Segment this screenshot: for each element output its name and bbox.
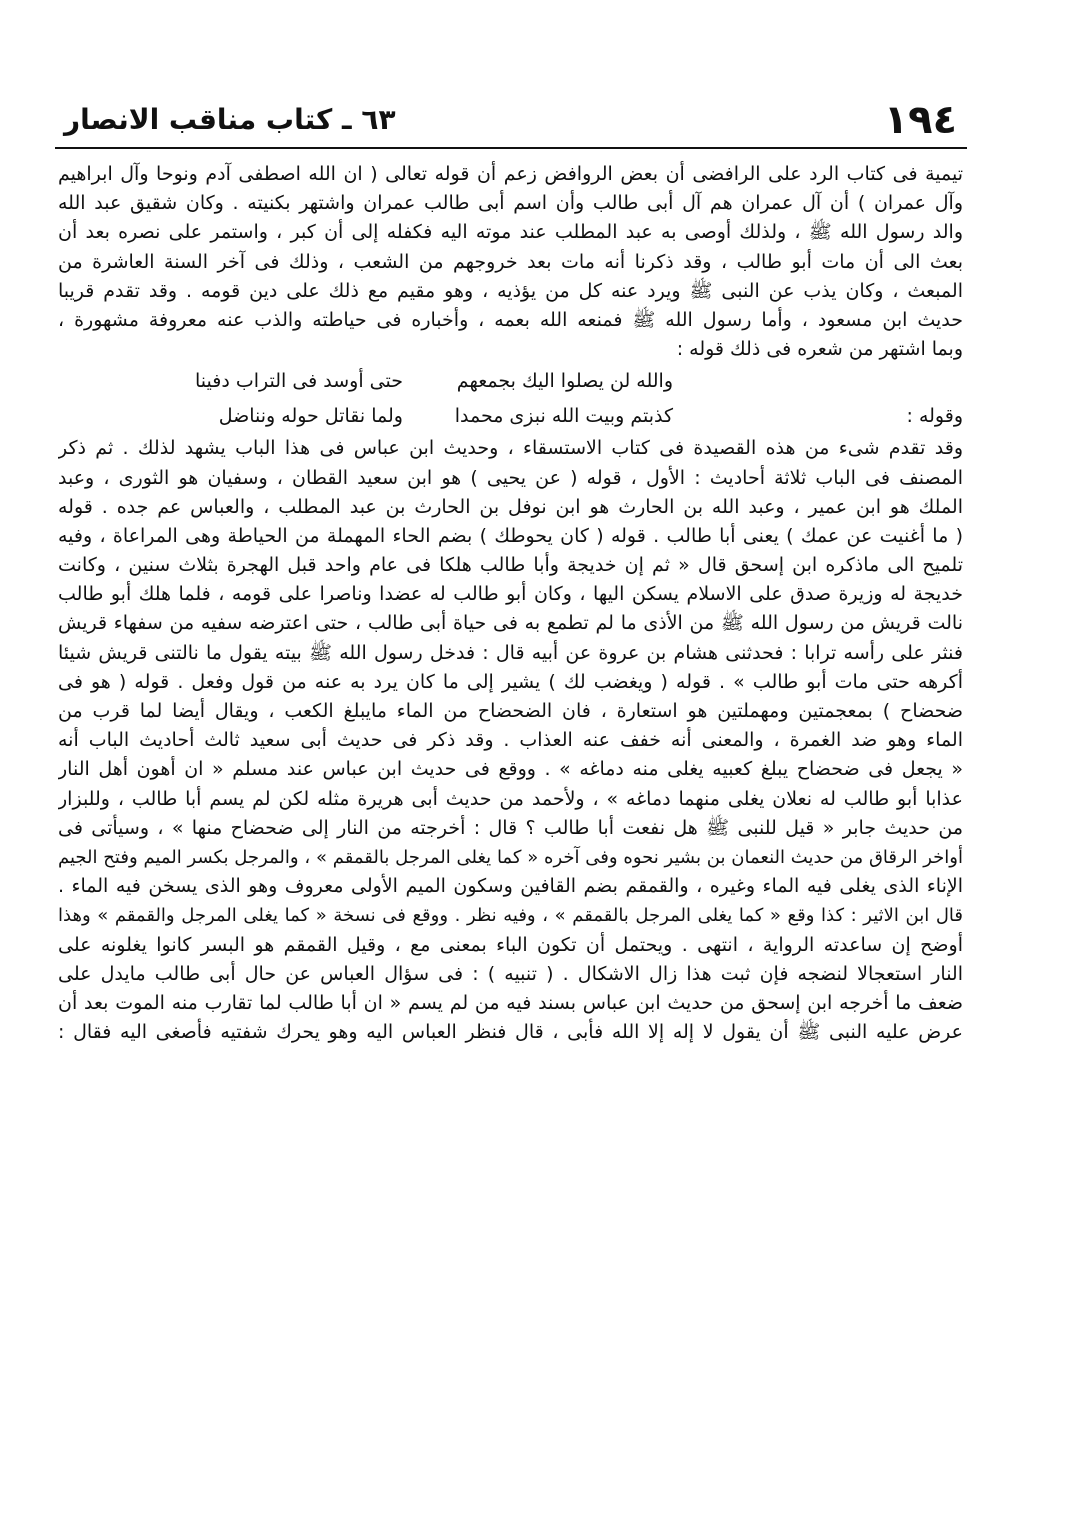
text-line: النار استعجالا لنضجه فإن ثبت هذا زال الاشكال . ( تنبيه ) : فى سؤال العباس عن حال أبى طالب مايدل على bbox=[58, 962, 963, 985]
text-line: حديث ابن مسعود ، وأما رسول الله ﷺ فمنعه الله بعمه ، وأخباره فى حياطته والذب عنه معروفة مشهورة ، bbox=[58, 308, 963, 331]
text-line: أوضح إن ساعدته الرواية ، انتهى . ويحتمل أن تكون الباء بمعنى مع ، وقيل القمقم هو البسر كانوا يغلونه على bbox=[58, 933, 963, 956]
verse-1-first-hemistich: والله لن يصلوا اليك بجمعهم bbox=[456, 370, 673, 393]
text-line: الماء وهو ضد الغمرة ، والمعنى أنه خفف عنه العذاب . وقد ذكر فى حديث أبى سعيد ثالث أحاديث الباب أنه bbox=[58, 729, 963, 752]
verse-1-second-hemistich: حتى أوسد فى التراب دفينا bbox=[195, 370, 403, 393]
text-line: فنثر على رأسه ترابا : فحدثنى هشام بن عروة عن أبيه قال : فدخل رسول الله ﷺ بيته يقول ما نالتنى قريش شيئا bbox=[58, 641, 963, 664]
header-rule bbox=[55, 147, 967, 149]
text-line: وبما اشتهر من شعره فى ذلك قوله : bbox=[676, 338, 963, 361]
verse-2-intro: وقوله : bbox=[906, 405, 963, 428]
text-line: وقد تقدم شىء من هذه القصيدة فى كتاب الاستسقاء ، وحديث ابن عباس فى هذا الباب يشهد لذلك . ثم ذكر bbox=[58, 437, 963, 460]
text-line: تيمية فى كتاب الرد على الرافضى أن بعض الروافض زعم أن قوله تعالى ( ان الله اصطفى آدم ونوحا وآل ابراهيم bbox=[58, 163, 963, 185]
text-line: الإناء الذى يغلى فيه الماء وغيره ، والقمقم بضم القافين وسكون الميم الأولى معروف وهو الذى يسخن فيه الماء . bbox=[58, 875, 963, 898]
text-line: ( ما أغنيت عن عمك ) يعنى أبا طالب . قوله ( كان يحوطك ) بضم الحاء المهملة من الحياطة وهى المراعاة ، وفيه bbox=[58, 524, 963, 547]
page-header bbox=[58, 94, 963, 146]
text-line: قال ابن الاثير : كذا وقع « كما يغلى المرجل بالقمقم » ، وفيه نظر . ووقع فى نسخة « كما يغلى المرجل والقمقم » وهذا bbox=[58, 905, 963, 927]
text-line: الملك هو ابن عمير ، وعبد الله بن الحارث هو ابن نوفل بن الحارث بن عبد المطلب ، والعباس عم جده . قوله bbox=[58, 495, 963, 518]
verse-2-second-hemistich: ولما نقاتل حوله ونناضل bbox=[218, 405, 403, 428]
text-line: بعث الى أن مات أبو طالب ، وقد ذكرنا أنه مات بعد خروجهم من الشعب ، وذلك فى آخر السنة العاشرة من bbox=[58, 250, 963, 273]
text-line: ضعف ما أخرجه ابن إسحق من حديث ابن عباس بسند فيه من لم يسم « ان أبا طالب لما تقارب منه الموت بعد أن bbox=[58, 991, 963, 1014]
paragraph-2 bbox=[58, 434, 963, 1047]
text-line: أواخر الرقاق من حديث النعمان بن بشير نحوه وفى آخره « كما يغلى المرجل بالقمقم » ، والمرجل بكسر الميم وفتح الجيم bbox=[58, 846, 963, 868]
page-number: ١٩٤ bbox=[883, 97, 957, 143]
text-line: عذابا أبو طالب له نعلان يغلى منهما دماغه » ، ولأحمد من حديث أبى هريرة مثله لكن لم يسم أبا طالب ، وللبزار bbox=[58, 787, 963, 810]
running-title: ٦٣ ـ كتاب مناقب الانصار bbox=[64, 103, 396, 136]
text-line: عرض عليه النبى ﷺ أن يقول لا إله إلا الله فأبى ، قال فنظر العباس اليه وهو يحرك شفتيه فأصغى اليه فقال : bbox=[58, 1021, 963, 1044]
text-line: ضحضاح ) بمعجمتين ومهملتين هو استعارة ، فان الضحضاح من الماء مايبلغ الكعب ، ويقال أيضا لما قرب من bbox=[58, 700, 963, 722]
text-line: خديجة له وزيرة صدق على الاسلام يسكن اليها ، وكان أبو طالب له عضدا وناصرا على قومه ، فلما هلك أبو طالب bbox=[58, 583, 963, 606]
text-line: المبعث ، وكان يذب عن النبى ﷺ ويرد عنه كل من يؤذيه ، وهو مقيم مع ذلك على دين قومه . وقد تقدم قريبا bbox=[58, 279, 963, 302]
text-line: المصنف فى الباب ثلاثة أحاديث : الأول ، قوله ( عن يحيى ) هو ابن سعيد القطان ، وسفيان هو الثورى ، وعبد bbox=[58, 466, 963, 489]
text-line: من حديث جابر « قيل للنبى ﷺ هل نفعت أبا طالب ؟ قال : أخرجته من النار إلى ضحضاح منها » ، وسيأتى فى bbox=[58, 816, 963, 839]
poem bbox=[58, 364, 963, 434]
main-text bbox=[58, 160, 963, 1047]
text-line: أكرهه حتى مات أبو طالب » . قوله ( ويغضب لك ) يشير إلى ما كان يرد به عنه من قول وفعل . قوله ( هو فى bbox=[58, 670, 963, 693]
verse-2-first-hemistich: كذبتم وبيت الله نبزى محمدا bbox=[454, 405, 673, 428]
text-line: تلميح الى ماذكره ابن إسحق قال « ثم إن خديجة وأبا طالب هلكا فى عام واحد قبل الهجرة بثلاث سنين ، وكانت bbox=[58, 554, 963, 577]
paragraph-1 bbox=[58, 160, 963, 364]
text-line: والد رسول الله ﷺ ، ولذلك أوصى به عبد المطلب عند موته اليه فكفله إلى أن كبر ، واستمر على نصره بعد أن bbox=[58, 221, 963, 244]
text-line: « يجعل فى ضحضاح يبلغ كعبيه يغلى منه دماغه » . ووقع فى حديث ابن عباس عند مسلم « ان أهون أهل النار bbox=[58, 758, 963, 781]
text-line: نالت قريش من رسول الله ﷺ من الأذى ما لم تطمع به فى حياة أبى طالب ، حتى اعترضه سفيه من سفهاء قريش bbox=[58, 612, 963, 635]
text-line: وآل عمران ) أن آل عمران هم آل أبى طالب وأن اسم أبى طالب عمران واشتهر بكنيته . وكان شقيق عبد الله bbox=[58, 192, 963, 215]
